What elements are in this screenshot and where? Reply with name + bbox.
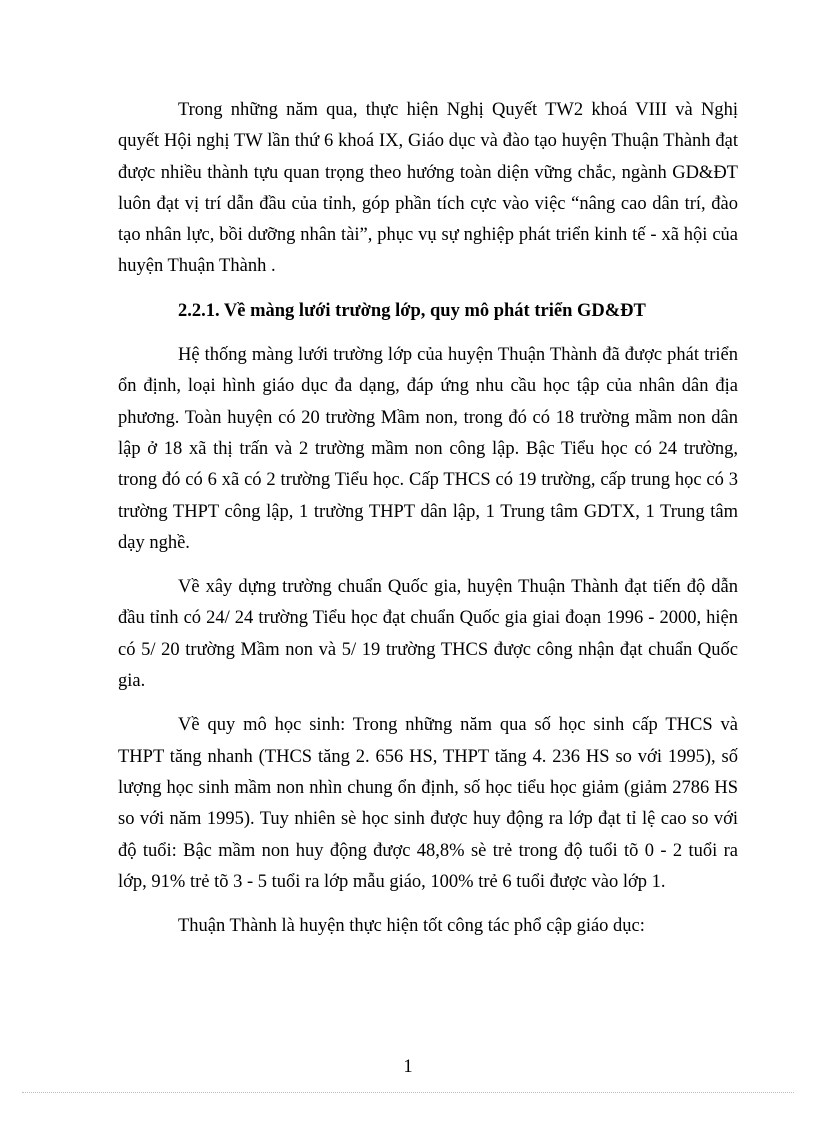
page-bottom-divider	[22, 1092, 794, 1093]
document-body	[118, 95, 738, 955]
paragraph-school-network: Hệ thống màng lưới trường lớp của huyện Thuận Thành đã được phát triển ổn định, loại hình giáo dục đa dạng, đáp ứng nhu cầu học tập của nhân dân địa phương. Toàn huyện có 20 trường Mầm non, trong đó có 18 trường mầm non dân lập ở 18 xã thị trấn và 2 trường mầm non công lập. Bậc Tiểu học có 24 trường, trong đó có 6 xã có 2 trường Tiểu học. Cấp THCS có 19 trường, cấp trung học có 3 trường THPT công lập, 1 trường THPT dân lập, 1 Trung tâm GDTX, 1 Trung tâm dạy nghề.	[118, 345, 738, 553]
section-heading: 2.2.1. Về màng lưới trường lớp, quy mô phát triển GD&ĐT	[178, 300, 646, 321]
paragraph-universalization: Thuận Thành là huyện thực hiện tốt công tác phổ cập giáo dục:	[178, 916, 645, 937]
paragraph-national-standard: Về xây dựng trường chuẩn Quốc gia, huyện Thuận Thành đạt tiến độ dẫn đầu tỉnh có 24/ 24 trường Tiểu học đạt chuẩn Quốc gia giai đoạn 1996 - 2000, hiện có 5/ 20 trường Mầm non và 5/ 19 trường THCS được công nhận đạt chuẩn Quốc gia.	[118, 577, 738, 692]
page-number: 1	[403, 1057, 413, 1077]
paragraph-intro: Trong những năm qua, thực hiện Nghị Quyết TW2 khoá VIII và Nghị quyết Hội nghị TW lần thứ 6 khoá IX, Giáo dục và đào tạo huyện Thuận Thành đạt được nhiều thành tựu quan trọng theo hướng toàn diện vững chắc, ngành GD&ĐT luôn đạt vị trí dẫn đầu của tỉnh, góp phần tích cực vào việc “nâng cao dân trí, đào tạo nhân lực, bồi dưỡng nhân tài”, phục vụ sự nghiệp phát triển kinh tế - xã hội của huyện Thuận Thành .	[118, 100, 738, 277]
paragraph-student-scale: Về quy mô học sinh: Trong những năm qua số học sinh cấp THCS và THPT tăng nhanh (THCS tăng 2. 656 HS, THPT tăng 4. 236 HS so với 1995), số lượng học sinh mầm non nhìn chung ổn định, số học tiểu học giảm (giảm 2786 HS so với năm 1995). Tuy nhiên sè học sinh được huy động ra lớp đạt tỉ lệ cao so với độ tuổi: Bậc mầm non huy động được 48,8% sè trẻ trong độ tuổi tõ 0 - 2 tuổi ra lớp, 91% trẻ tõ 3 - 5 tuổi ra lớp mẫu giáo, 100% trẻ 6 tuổi được vào lớp 1.	[118, 715, 738, 892]
